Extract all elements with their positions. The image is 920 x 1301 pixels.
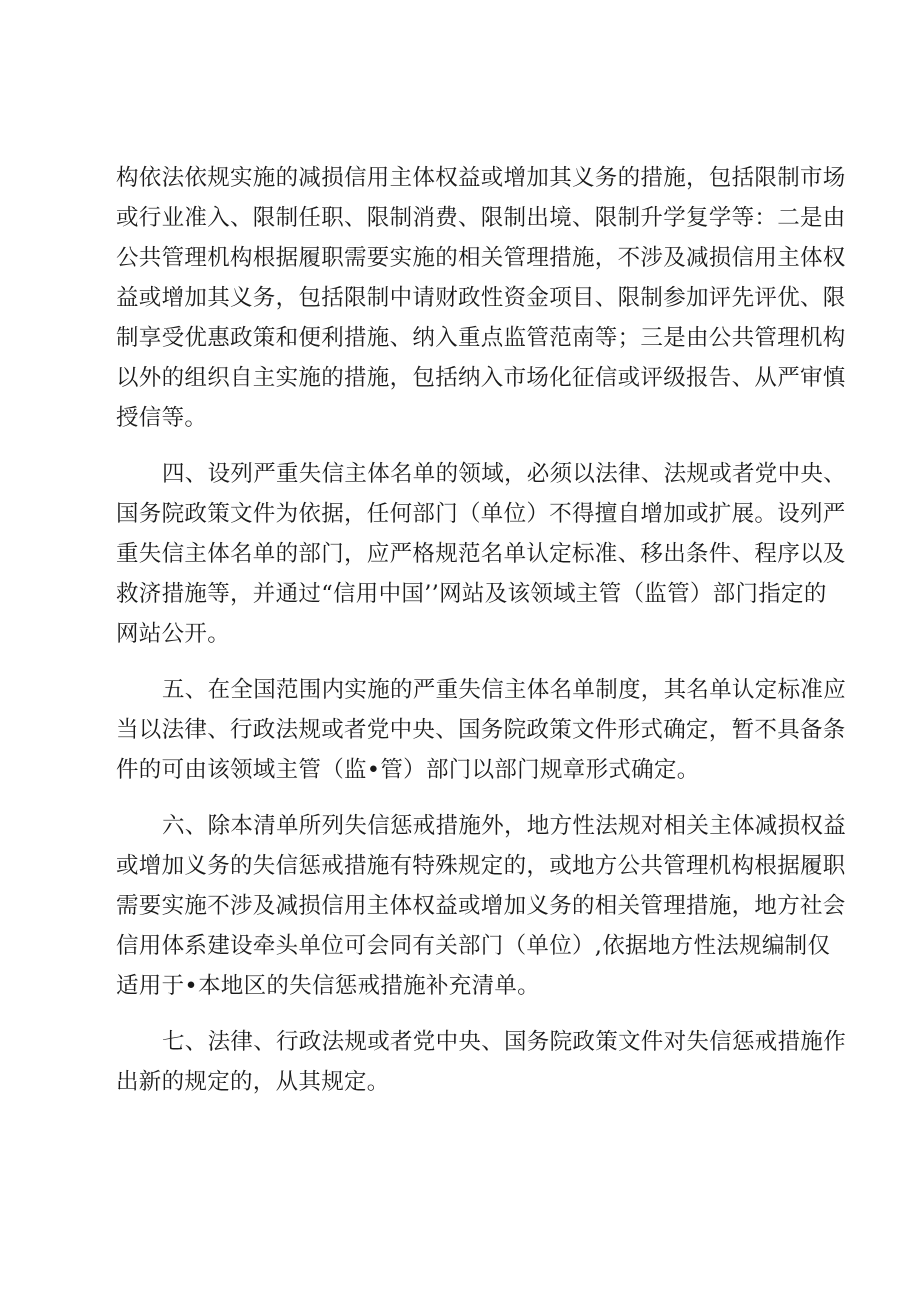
paragraph-item-4 <box>116 454 847 654</box>
paragraph-continuation <box>116 158 846 438</box>
paragraph-item-5 <box>116 670 847 790</box>
text-line: 网站公开。 <box>116 621 231 647</box>
text-line: 重失信主体名单的部门，应严格规范名单认定标准、移出条件、程序以及 <box>116 541 846 567</box>
text-line: 国务院政策文件为依据，任何部门（单位）不得擅自增加或扩展。设列严 <box>116 501 846 527</box>
text-line: 益或增加其义务，包括限制中请财政性资金项目、限制参加评先评优、限 <box>116 285 846 311</box>
text-line: 公共管理机构根据履职需要实施的相关管理措施，不涉及减损信用主体权 <box>116 245 846 271</box>
text-line: 或增加义务的失信惩戒措施有特殊规定的，或地方公共管理机构根据履职 <box>116 853 846 879</box>
text-line: 以外的组织自主实施的措施，包括纳入市场化征信或评级报告、从严审慎 <box>116 365 846 391</box>
text-line: 需要实施不涉及减损信用主体权益或增加义务的相关管理措施，地方社会 <box>116 893 846 919</box>
text-line: 件的可由该领域主管（监•管）部门以部门规章形式确定。 <box>116 757 700 783</box>
text-line: 制享受优惠政策和便利措施、纳入重点监管范南等；三是由公共管理机构 <box>116 325 846 351</box>
text-line: 构依法依规实施的减损信用主体权益或增加其义务的措施，包括限制市场 <box>116 165 846 191</box>
text-line: 出新的规定的，从其规定。 <box>116 1069 390 1095</box>
text-line: 七、法律、行政法规或者党中央、国务院政策文件对失信惩戒措施作 <box>162 1029 847 1055</box>
text-line: 或行业准入、限制任职、限制消费、限制出境、限制升学复学等：二是由 <box>116 205 846 231</box>
text-line: 授信等。 <box>116 405 208 431</box>
document-body <box>116 158 847 1102</box>
text-line: 六、除本清单所列失信惩戒措施外，地方性法规对相关主体减损权益 <box>162 813 847 839</box>
paragraph-item-7 <box>116 1022 847 1102</box>
text-line: 救济措施等，并通过“信用中国’’网站及该领域主管（监管）部门指定的 <box>116 581 827 607</box>
text-line: 信用体系建设牵头单位可会同有关部门（单位）,依据地方性法规编制仅 <box>116 933 831 959</box>
paragraph-item-6 <box>116 806 847 1006</box>
text-line: 适用于•本地区的失信惩戒措施补充清单。 <box>116 973 540 999</box>
text-line: 五、在全国范围内实施的严重失信主体名单制度，其名单认定标准应 <box>162 677 847 703</box>
text-line: 四、设列严重失信主体名单的领域，必须以法律、法规或者党中央、 <box>162 461 847 487</box>
text-line: 当以法律、行政法规或者党中央、国务院政策文件形式确定，暂不具备条 <box>116 717 846 743</box>
